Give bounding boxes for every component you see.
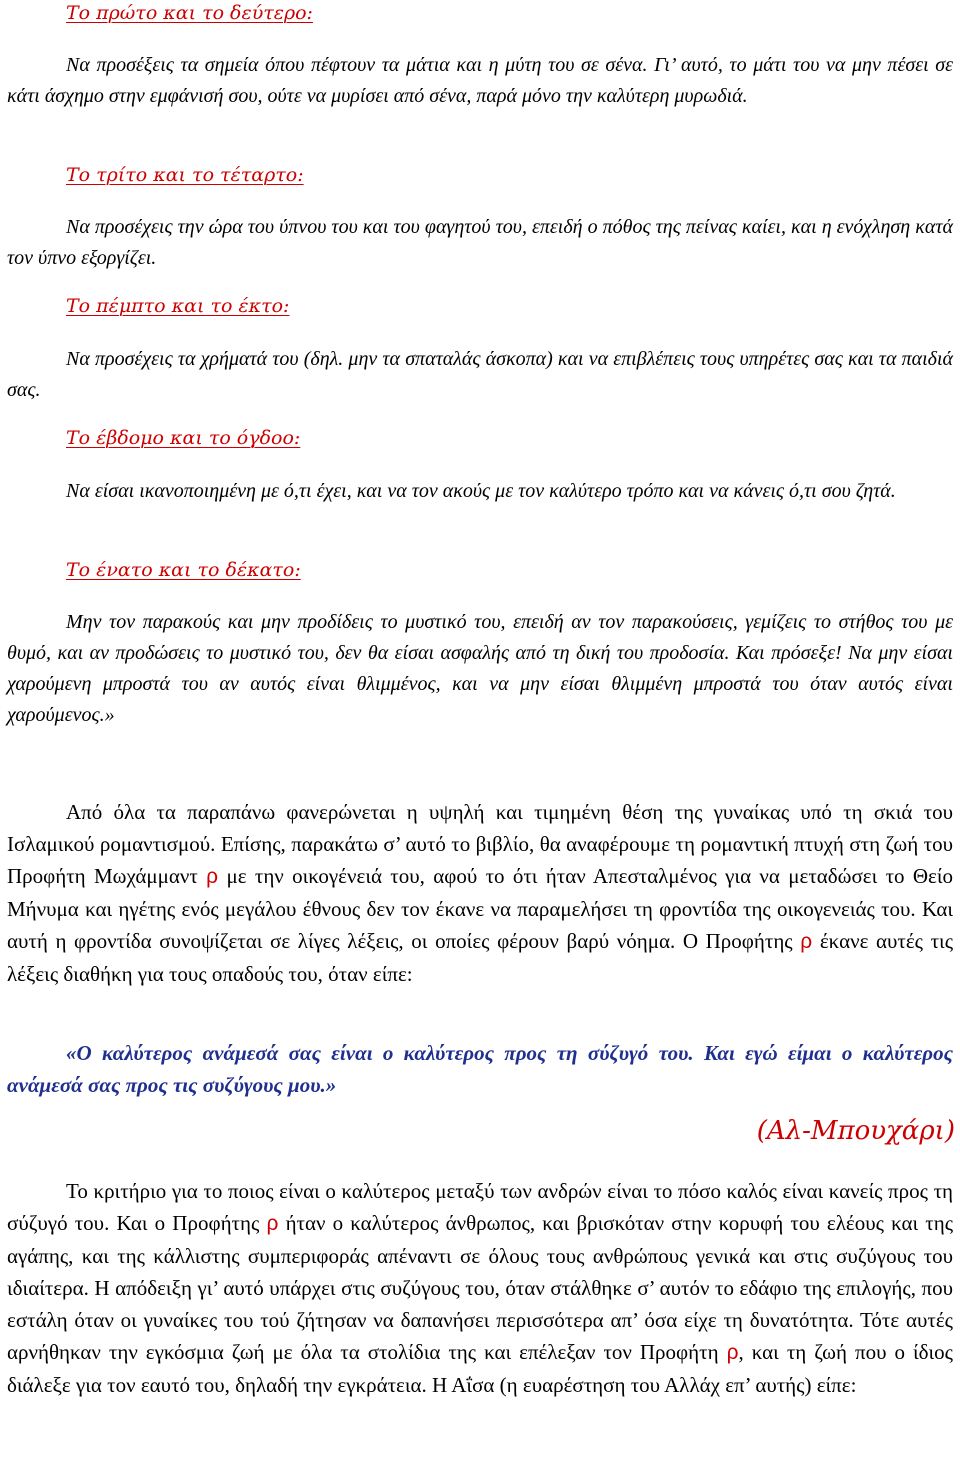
body-paragraph-1-part1: Από όλα τα παραπάνω φανερώνεται η υψηλή και τιμημένη θέση της γυναίκας υπό τη σκιά του Ισλαμικού ρομαντισμού. Επίσης, παρακάτω σ’ αυτό το βιβλίο, θα αναφέρουμε τη ρομαντική πτυχή στη ζωή του Προφήτη Μωχάμμαντ <box>7 800 953 888</box>
section-heading-seventh-eighth: Το έβδομο και το όγδοο: <box>66 427 301 449</box>
prophet-honorific-symbol: ρ <box>206 865 219 888</box>
prophet-honorific-symbol: ρ <box>726 1341 739 1364</box>
section-text-seventh-eighth: Να είσαι ικανοποιημένη με ό,τι έχει, και να τον ακούς με τον καλύτερο τρόπο και να κάνεις ό,τι σου ζητά. <box>66 480 896 502</box>
body-paragraph-2-part2: ήταν ο καλύτερος άνθρωπος, και βρισκόταν στην κορυφή του ελέους και της αγάπης, και της κάλλιστης συμπεριφοράς απέναντι σε όλους τους ανθρώπους γενικά και στις συζύγους του ιδιαίτερα. Η απόδειξη γι’ αυτό υπάρχει στις συζύγους του, όταν στάλθηκε σ’ αυτόν το εδάφιο της επιλογής, που εστάλη όταν οι γυναίκες του τού ζήτησαν να δαπανήσει περισσότερα απ’ όσα είχε τη δυνατότητα. Τότε αυτές αρνήθηκαν την εγκόσμια ζωή με όλα τα στολίδια της και επέλεξαν τον Προφήτη <box>7 1211 954 1364</box>
hadith-quote: «Ο καλύτερος ανάμεσά σας είναι ο καλύτερος προς τη σύζυγό του. Και εγώ είμαι ο καλύτερος ανάμεσά σας προς τις συζύγους μου.» <box>7 1041 953 1097</box>
section-heading-ninth-tenth: Το ένατο και το δέκατο: <box>66 559 301 581</box>
section-heading-first-second: Το πρώτο και το δεύτερο: <box>66 2 313 24</box>
prophet-honorific-symbol: ρ <box>800 930 813 953</box>
hadith-source: (Αλ-Μπουχάρι) <box>756 1116 955 1146</box>
body-paragraph-1-part2: με την οικογένειά του, αφού το ότι ήταν Απεσταλμένος για να μεταδώσει το Θείο Μήνυμα και ηγέτης ενός μεγάλου έθνους δεν τον έκανε να παραμελήσει τη φροντίδα της οικογενειάς του. Και αυτή η φροντίδα συνοψίζεται σε λίγες λέξεις, οι οποίες φέρουν βαρύ νόημα. Ο Προφήτης <box>7 864 954 953</box>
body-paragraph-2-part3: , και τη ζωή που ο ίδιος διάλεξε για τον εαυτό του, δηλαδή την εγκράτεια. Η Αΐσα (η ευαρέστηση του Αλλάχ επ’ αυτής) είπε: <box>7 1340 953 1397</box>
section-text-fifth-sixth: Να προσέχεις τα χρήματά του (δηλ. μην τα σπαταλάς άσκοπα) και να επιβλέπεις τους υπηρέτες σας και τα παιδιά σας. <box>7 348 953 401</box>
section-heading-fifth-sixth: Το πέμπτο και το έκτο: <box>66 295 290 317</box>
body-paragraph-2 <box>7 1175 953 1401</box>
section-text-ninth-tenth: Μην τον παρακούς και μην προδίδεις το μυστικό του, επειδή αν τον παρακούσεις, γεμίζεις το στήθος του με θυμό, και αν προδώσεις το μυστικό του, δεν θα είσαι ασφαλής από τη δική του προδοσία. Και πρόσεξε! Να μην είσαι χαρούμενη μπροστά του αν αυτός είναι θλιμμένος, και να μην είσαι θλιμμένη μπροστά του όταν αυτός είναι χαρούμενος.» <box>7 611 953 726</box>
section-heading-third-fourth: Το τρίτο και το τέταρτο: <box>66 164 304 186</box>
section-text-third-fourth: Να προσέχεις την ώρα του ύπνου του και του φαγητού του, επειδή ο πόθος της πείνας καίει, και η ενόχληση κατά τον ύπνο εξοργίζει. <box>7 216 953 269</box>
body-paragraph-1-part3: έκανε αυτές τις λέξεις διαθήκη για τους οπαδούς του, όταν είπε: <box>7 929 954 986</box>
body-paragraph-1 <box>7 796 953 990</box>
prophet-honorific-symbol: ρ <box>266 1212 279 1235</box>
body-paragraph-2-part1: Το κριτήριο για το ποιος είναι ο καλύτερος μεταξύ των ανδρών είναι το πόσο καλός είναι κανείς προς τη σύζυγό του. Και ο Προφήτης <box>7 1179 953 1235</box>
section-text-first-second: Να προσέξεις τα σημεία όπου πέφτουν τα μάτια και η μύτη του σε σένα. Γι’ αυτό, το μάτι του να μην πέσει σε κάτι άσχημο στην εμφάνισή σου, ούτε να μυρίσει από σένα, παρά μόνο την καλύτερη μυρωδιά. <box>7 54 953 107</box>
